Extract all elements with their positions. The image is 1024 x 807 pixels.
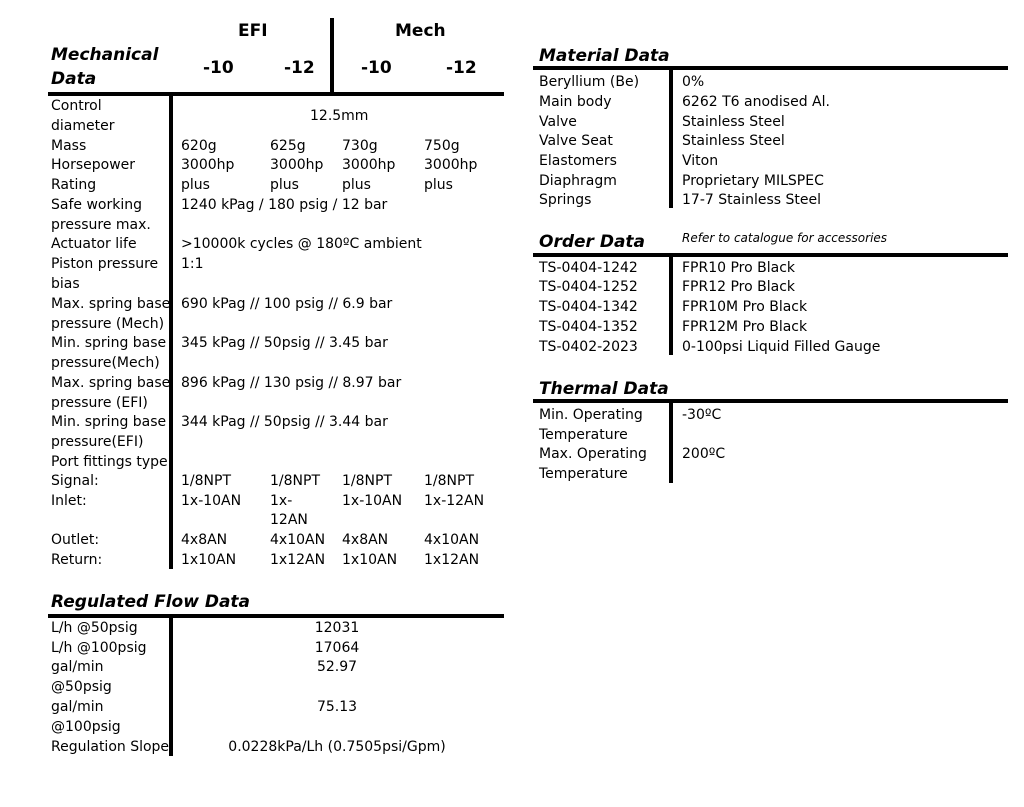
material-header-rule bbox=[533, 66, 1008, 70]
size-efi-10: -10 bbox=[203, 58, 234, 78]
order-desc: FPR10 Pro Black bbox=[682, 260, 796, 276]
actuator-value: >10000k cycles @ 180ºC ambient bbox=[181, 236, 422, 252]
safe-working-label: Safe working bbox=[51, 197, 142, 213]
flow-row-label: Regulation Slope bbox=[51, 739, 170, 755]
return-value: 1x10AN bbox=[342, 552, 398, 568]
max-spring-mech-label-2: pressure (Mech) bbox=[51, 316, 165, 332]
material-row-value: Proprietary MILSPEC bbox=[682, 173, 824, 189]
material-label-divider bbox=[669, 68, 673, 208]
mechanical-title-line2: Data bbox=[51, 69, 97, 89]
thermal-header-rule bbox=[533, 399, 1008, 403]
horsepower-plus: plus bbox=[270, 177, 299, 193]
outlet-value: 4x8AN bbox=[342, 532, 389, 548]
order-desc: FPR10M Pro Black bbox=[682, 299, 808, 315]
flow-row-value: 75.13 bbox=[316, 699, 358, 715]
order-header-rule bbox=[533, 253, 1008, 257]
max-spring-mech-value: 690 kPag // 100 psig // 6.9 bar bbox=[181, 296, 393, 312]
mass-value: 750g bbox=[424, 138, 460, 154]
mass-label: Mass bbox=[51, 138, 87, 154]
control-label-2: diameter bbox=[51, 118, 115, 134]
order-code: TS-0404-1352 bbox=[539, 319, 638, 335]
thermal-row-label: Min. Operating bbox=[539, 407, 643, 423]
horsepower-value: 3000hp bbox=[181, 157, 235, 173]
thermal-row-label-2: Temperature bbox=[539, 466, 628, 482]
max-spring-efi-value: 896 kPag // 130 psig // 8.97 bar bbox=[181, 375, 402, 391]
outlet-label: Outlet: bbox=[51, 532, 100, 548]
outlet-value: 4x10AN bbox=[424, 532, 480, 548]
order-code: TS-0402-2023 bbox=[539, 339, 638, 355]
material-row-label: Springs bbox=[539, 192, 592, 208]
inlet-value-wrap: 12AN bbox=[270, 512, 308, 528]
order-note: Refer to catalogue for accessories bbox=[682, 231, 888, 245]
safe-working-value: 1240 kPag / 180 psig / 12 bar bbox=[181, 197, 388, 213]
inlet-value: 1x-12AN bbox=[424, 493, 485, 509]
material-row-label: Diaphragm bbox=[539, 173, 617, 189]
material-row-label: Valve Seat bbox=[539, 133, 613, 149]
order-desc: FPR12 Pro Black bbox=[682, 279, 796, 295]
material-row-label: Main body bbox=[539, 94, 612, 110]
material-row-label: Elastomers bbox=[539, 153, 617, 169]
material-row-label: Beryllium (Be) bbox=[539, 74, 640, 90]
return-value: 1x10AN bbox=[181, 552, 237, 568]
order-desc: 0-100psi Liquid Filled Gauge bbox=[682, 339, 881, 355]
signal-value: 1/8NPT bbox=[342, 473, 392, 489]
horsepower-plus: plus bbox=[424, 177, 453, 193]
material-row-value: Stainless Steel bbox=[682, 114, 785, 130]
order-title: Order Data bbox=[539, 232, 646, 252]
return-value: 1x12AN bbox=[270, 552, 326, 568]
efi-mech-divider bbox=[330, 18, 334, 94]
material-row-value: 6262 T6 anodised Al. bbox=[682, 94, 830, 110]
horsepower-plus: plus bbox=[342, 177, 371, 193]
material-row-value: Viton bbox=[682, 153, 719, 169]
material-row-value: Stainless Steel bbox=[682, 133, 785, 149]
horsepower-label-2: Rating bbox=[51, 177, 97, 193]
max-spring-efi-label: Max. spring base bbox=[51, 375, 171, 391]
signal-value: 1/8NPT bbox=[270, 473, 320, 489]
horsepower-plus: plus bbox=[181, 177, 210, 193]
flow-row-label: L/h @50psig bbox=[51, 620, 138, 636]
signal-label: Signal: bbox=[51, 473, 99, 489]
control-label: Control bbox=[51, 98, 102, 114]
thermal-label-divider bbox=[669, 401, 673, 483]
inlet-value: 1x- bbox=[270, 493, 293, 509]
material-row-label: Valve bbox=[539, 114, 577, 130]
piston-label-2: bias bbox=[51, 276, 80, 292]
order-code: TS-0404-1242 bbox=[539, 260, 638, 276]
mechanical-label-divider bbox=[169, 94, 173, 569]
header-efi: EFI bbox=[238, 21, 268, 41]
mass-value: 620g bbox=[181, 138, 217, 154]
flow-row-value: 17064 bbox=[314, 640, 360, 656]
piston-label: Piston pressure bbox=[51, 256, 159, 272]
thermal-row-label: Max. Operating bbox=[539, 446, 647, 462]
return-label: Return: bbox=[51, 552, 103, 568]
inlet-label: Inlet: bbox=[51, 493, 87, 509]
size-mech-10: -10 bbox=[361, 58, 392, 78]
horsepower-value: 3000hp bbox=[424, 157, 478, 173]
min-spring-mech-label-2: pressure(Mech) bbox=[51, 355, 160, 371]
inlet-value: 1x-10AN bbox=[181, 493, 242, 509]
piston-value: 1:1 bbox=[181, 256, 204, 272]
horsepower-label: Horsepower bbox=[51, 157, 136, 173]
flow-row-label: gal/min bbox=[51, 659, 104, 675]
mechanical-header-rule bbox=[48, 92, 504, 96]
port-fittings-label: Port fittings type bbox=[51, 454, 168, 470]
flow-row-label-2: @100psig bbox=[51, 719, 121, 735]
min-spring-efi-value: 344 kPag // 50psig // 3.44 bar bbox=[181, 414, 388, 430]
material-title: Material Data bbox=[539, 46, 670, 66]
order-desc: FPR12M Pro Black bbox=[682, 319, 808, 335]
thermal-row-value: 200ºC bbox=[682, 446, 726, 462]
flow-row-value: 12031 bbox=[314, 620, 360, 636]
min-spring-efi-label: Min. spring base bbox=[51, 414, 167, 430]
signal-value: 1/8NPT bbox=[424, 473, 474, 489]
inlet-value: 1x-10AN bbox=[342, 493, 403, 509]
safe-working-label-2: pressure max. bbox=[51, 217, 151, 233]
max-spring-efi-label-2: pressure (EFI) bbox=[51, 395, 148, 411]
mechanical-title-line1: Mechanical bbox=[51, 45, 159, 65]
outlet-value: 4x8AN bbox=[181, 532, 228, 548]
material-row-value: 17-7 Stainless Steel bbox=[682, 192, 821, 208]
outlet-value: 4x10AN bbox=[270, 532, 326, 548]
flow-title: Regulated Flow Data bbox=[51, 592, 251, 612]
min-spring-mech-value: 345 kPag // 50psig // 3.45 bar bbox=[181, 335, 388, 351]
thermal-row-label-2: Temperature bbox=[539, 427, 628, 443]
flow-row-label-2: @50psig bbox=[51, 679, 112, 695]
flow-row-label: gal/min bbox=[51, 699, 104, 715]
signal-value: 1/8NPT bbox=[181, 473, 231, 489]
horsepower-value: 3000hp bbox=[342, 157, 396, 173]
flow-row-value: 52.97 bbox=[316, 659, 358, 675]
mass-value: 730g bbox=[342, 138, 378, 154]
max-spring-mech-label: Max. spring base bbox=[51, 296, 171, 312]
thermal-title: Thermal Data bbox=[539, 379, 669, 399]
order-label-divider bbox=[669, 255, 673, 355]
control-value: 12.5mm bbox=[310, 108, 369, 124]
flow-row-label: L/h @100psig bbox=[51, 640, 147, 656]
order-code: TS-0404-1342 bbox=[539, 299, 638, 315]
header-mech: Mech bbox=[395, 21, 446, 41]
size-mech-12: -12 bbox=[446, 58, 477, 78]
return-value: 1x12AN bbox=[424, 552, 480, 568]
mass-value: 625g bbox=[270, 138, 306, 154]
horsepower-value: 3000hp bbox=[270, 157, 324, 173]
flow-row-value: 0.0228kPa/Lh (0.7505psi/Gpm) bbox=[228, 739, 446, 755]
thermal-row-value: -30ºC bbox=[682, 407, 722, 423]
material-row-value: 0% bbox=[682, 74, 705, 90]
size-efi-12: -12 bbox=[284, 58, 315, 78]
min-spring-efi-label-2: pressure(EFI) bbox=[51, 434, 144, 450]
actuator-label: Actuator life bbox=[51, 236, 137, 252]
min-spring-mech-label: Min. spring base bbox=[51, 335, 167, 351]
order-code: TS-0404-1252 bbox=[539, 279, 638, 295]
